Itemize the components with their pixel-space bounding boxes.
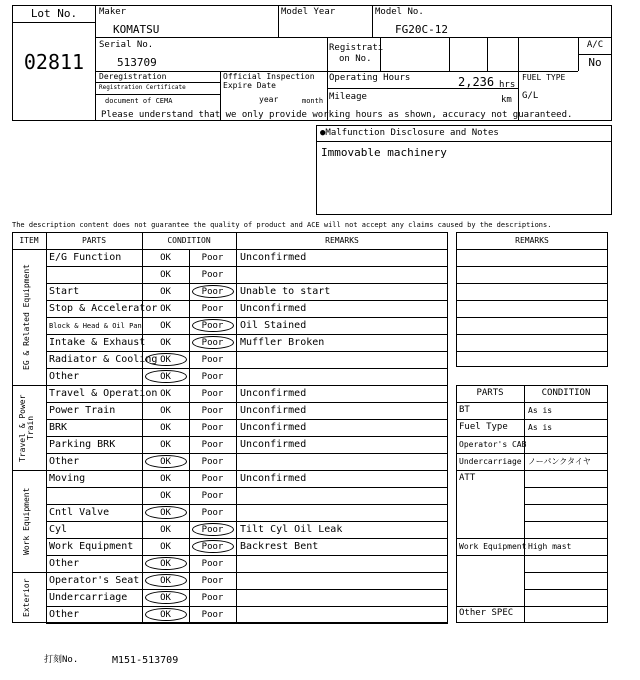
poor-circle-mark (192, 523, 234, 536)
group-label-eg: EG & Related Equipment (22, 264, 31, 371)
maker-value: KOMATSU (113, 23, 160, 36)
cema-document-label: document of CEMA (105, 97, 173, 105)
operating-hours-label: Operating Hours (329, 73, 411, 83)
table-row-divider (46, 317, 448, 318)
spec-value-undercarriage: ノーパンクタイヤ (528, 457, 591, 466)
table-row-divider (46, 555, 448, 556)
ok-circle-mark (145, 557, 187, 570)
model-no-value: FG20C-12 (395, 23, 448, 36)
table-row-divider (46, 402, 448, 403)
poor-option: Poor (201, 576, 224, 586)
table-row-divider (46, 351, 448, 352)
poor-option: Poor (201, 440, 224, 450)
table-row-divider (46, 453, 448, 454)
table-row-divider (46, 334, 448, 335)
parts-header: PARTS (81, 236, 107, 245)
ok-option: OK (160, 406, 171, 416)
remark-text: Unconfirmed (240, 303, 307, 314)
ok-option: OK (160, 542, 171, 552)
ok-option: OK (160, 321, 171, 331)
poor-option: Poor (201, 423, 224, 433)
remark-text: Unconfirmed (240, 473, 307, 484)
part-name: Operator's Seat (49, 575, 140, 586)
poor-option: Poor (201, 474, 224, 484)
fuel-type-label: FUEL TYPE (522, 73, 566, 82)
spec-part-work-equipment: Work Equipment (459, 542, 527, 551)
ok-option: OK (160, 304, 171, 314)
model-year-label: Model Year (281, 7, 336, 17)
ok-option: OK (160, 338, 171, 348)
part-name: Moving (49, 473, 86, 484)
ok-option: OK (160, 457, 171, 467)
remark-text: Oil Stained (240, 320, 307, 331)
table-row-divider (46, 606, 448, 607)
part-name: Block & Head & Oil Pan (49, 322, 142, 330)
table-row-divider (46, 283, 448, 284)
model-no-label: Model No. (375, 7, 424, 17)
remark-text: Tilt Cyl Oil Leak (240, 524, 343, 535)
ok-option: OK (160, 508, 171, 518)
ok-circle-mark (145, 591, 187, 604)
malfunction-text: Immovable machinery (321, 146, 447, 159)
part-name: Undercarriage (49, 592, 128, 603)
part-name: Other (49, 371, 80, 382)
part-name: Travel & Operation (49, 388, 158, 399)
spec-part-fuel: Fuel Type (459, 422, 508, 432)
table-row-divider (46, 589, 448, 590)
group-label-travel: Travel & Power Train (18, 394, 35, 462)
malfunction-box (316, 125, 612, 215)
group-label-exterior: Exterior (22, 578, 31, 618)
poor-option: Poor (201, 304, 224, 314)
poor-option: Poor (201, 508, 224, 518)
lot-number: 02811 (23, 50, 85, 74)
table-row-divider (46, 521, 448, 522)
remark-text: Unconfirmed (240, 439, 307, 450)
poor-option: Poor (201, 338, 224, 348)
poor-option: Poor (201, 457, 224, 467)
remark-text: Unconfirmed (240, 252, 307, 263)
deregistration-label: Deregistration (99, 72, 167, 81)
condition-header: CONDITION (167, 236, 211, 245)
part-name: Power Train (49, 405, 116, 416)
malfunction-title: ●Malfunction Disclosure and Notes (320, 128, 499, 138)
poor-option: Poor (201, 287, 224, 297)
item-header: ITEM (19, 236, 39, 245)
part-name: Other (49, 609, 80, 620)
group-label-work: Work Equipment (22, 487, 31, 556)
ok-option: OK (160, 423, 171, 433)
spec-part-bt: BT (459, 405, 470, 415)
spec-part-other: Other SPEC (459, 608, 514, 618)
spec-parts-header: PARTS (476, 388, 504, 398)
part-name: Parking BRK (49, 439, 116, 450)
registration-certificate-label: Registration Certificate (99, 84, 186, 91)
registration-label: Registrati (329, 43, 384, 53)
ok-circle-mark (145, 353, 187, 366)
spec-part-att: ATT (459, 473, 476, 483)
ok-option: OK (160, 559, 171, 569)
year-label: year (259, 95, 279, 104)
registration-label-2: on No. (339, 54, 372, 64)
operating-hours-value: 2,236 (458, 75, 495, 89)
poor-circle-mark (192, 319, 234, 332)
stamp-value: M151-513709 (112, 655, 179, 666)
table-row-divider (46, 623, 448, 624)
hours-notice: Please understand that we only provide working hours as shown, accuracy not guaranteed. (101, 110, 573, 120)
poor-circle-mark (192, 336, 234, 349)
table-row-divider (46, 504, 448, 505)
ok-option: OK (160, 389, 171, 399)
serial-value: 513709 (117, 56, 157, 69)
spec-part-cab: Operator's CAB (459, 440, 527, 449)
fuel-type-value: G/L (522, 91, 539, 101)
ok-option: OK (160, 372, 171, 382)
spec-condition-header: CONDITION (541, 388, 591, 398)
inspection-label-2: Expire Date (223, 81, 276, 90)
right-remarks-header: REMARKS (515, 236, 549, 245)
maker-label: Maker (99, 7, 127, 17)
poor-option: Poor (201, 525, 224, 535)
part-name: Cntl Valve (49, 507, 110, 518)
disclaimer: The description content does not guarantee the quality of product and ACE will not accept any claims caused by the descriptions. (12, 221, 552, 229)
ok-option: OK (160, 593, 171, 603)
remark-text: Unable to start (240, 286, 331, 297)
stamp-label: 打刻No. (44, 655, 79, 665)
ok-circle-mark (145, 506, 187, 519)
poor-option: Poor (201, 406, 224, 416)
inspection-label: Official Inspection (223, 72, 315, 81)
ok-circle-mark (145, 574, 187, 587)
ok-option: OK (160, 355, 171, 365)
ok-circle-mark (145, 370, 187, 383)
poor-option: Poor (201, 372, 224, 382)
poor-option: Poor (201, 610, 224, 620)
poor-option: Poor (201, 389, 224, 399)
ok-option: OK (160, 440, 171, 450)
remark-text: Unconfirmed (240, 422, 307, 433)
table-row-divider (46, 300, 448, 301)
poor-option: Poor (201, 355, 224, 365)
part-name: Other (49, 558, 80, 569)
table-row-divider (46, 368, 448, 369)
poor-option: Poor (201, 253, 224, 263)
part-name: Intake & Exhaust (49, 337, 146, 348)
poor-option: Poor (201, 542, 224, 552)
remark-text: Unconfirmed (240, 405, 307, 416)
ok-option: OK (160, 253, 171, 263)
spec-value-work-equipment: High mast (528, 542, 572, 551)
mileage-label: Mileage (329, 92, 367, 102)
part-name: E/G Function (49, 252, 122, 263)
part-name: Start (49, 286, 80, 297)
remark-text: Muffler Broken (240, 337, 325, 348)
part-name: Cyl (49, 524, 68, 535)
ok-option: OK (160, 270, 171, 280)
ok-option: OK (160, 525, 171, 535)
spec-value-fuel: As is (528, 423, 553, 432)
spec-part-undercarriage: Undercarriage (459, 457, 522, 466)
poor-option: Poor (201, 270, 224, 280)
ok-option: OK (160, 474, 171, 484)
remark-text: Backrest Bent (240, 541, 319, 552)
spec-value-bt: As is (528, 406, 553, 415)
hrs-label: hrs (499, 80, 516, 90)
part-name: Stop & Accelerator (49, 303, 158, 314)
table-row-divider (46, 436, 448, 437)
table-row-divider (46, 538, 448, 539)
poor-option: Poor (201, 321, 224, 331)
part-name: BRK (49, 422, 68, 433)
ok-circle-mark (145, 608, 187, 621)
poor-option: Poor (201, 559, 224, 569)
poor-circle-mark (192, 285, 234, 298)
table-row-divider (46, 266, 448, 267)
table-row-divider (46, 419, 448, 420)
part-name: Work Equipment (49, 541, 134, 552)
ok-circle-mark (145, 455, 187, 468)
ok-option: OK (160, 287, 171, 297)
ok-option: OK (160, 610, 171, 620)
poor-circle-mark (192, 540, 234, 553)
ok-option: OK (160, 491, 171, 501)
serial-label: Serial No. (99, 40, 154, 50)
ac-label: A/C (586, 40, 604, 50)
lot-label: Lot No. (30, 7, 78, 20)
poor-option: Poor (201, 491, 224, 501)
table-row-divider (46, 487, 448, 488)
remark-text: Unconfirmed (240, 388, 307, 399)
month-label: month (302, 97, 324, 105)
part-name: Radiator & Cooling (49, 354, 158, 365)
poor-option: Poor (201, 593, 224, 603)
part-name: Other (49, 456, 80, 467)
ac-value: No (588, 56, 602, 69)
remarks-header: REMARKS (325, 236, 359, 245)
ok-option: OK (160, 576, 171, 586)
km-label: km (501, 95, 512, 105)
